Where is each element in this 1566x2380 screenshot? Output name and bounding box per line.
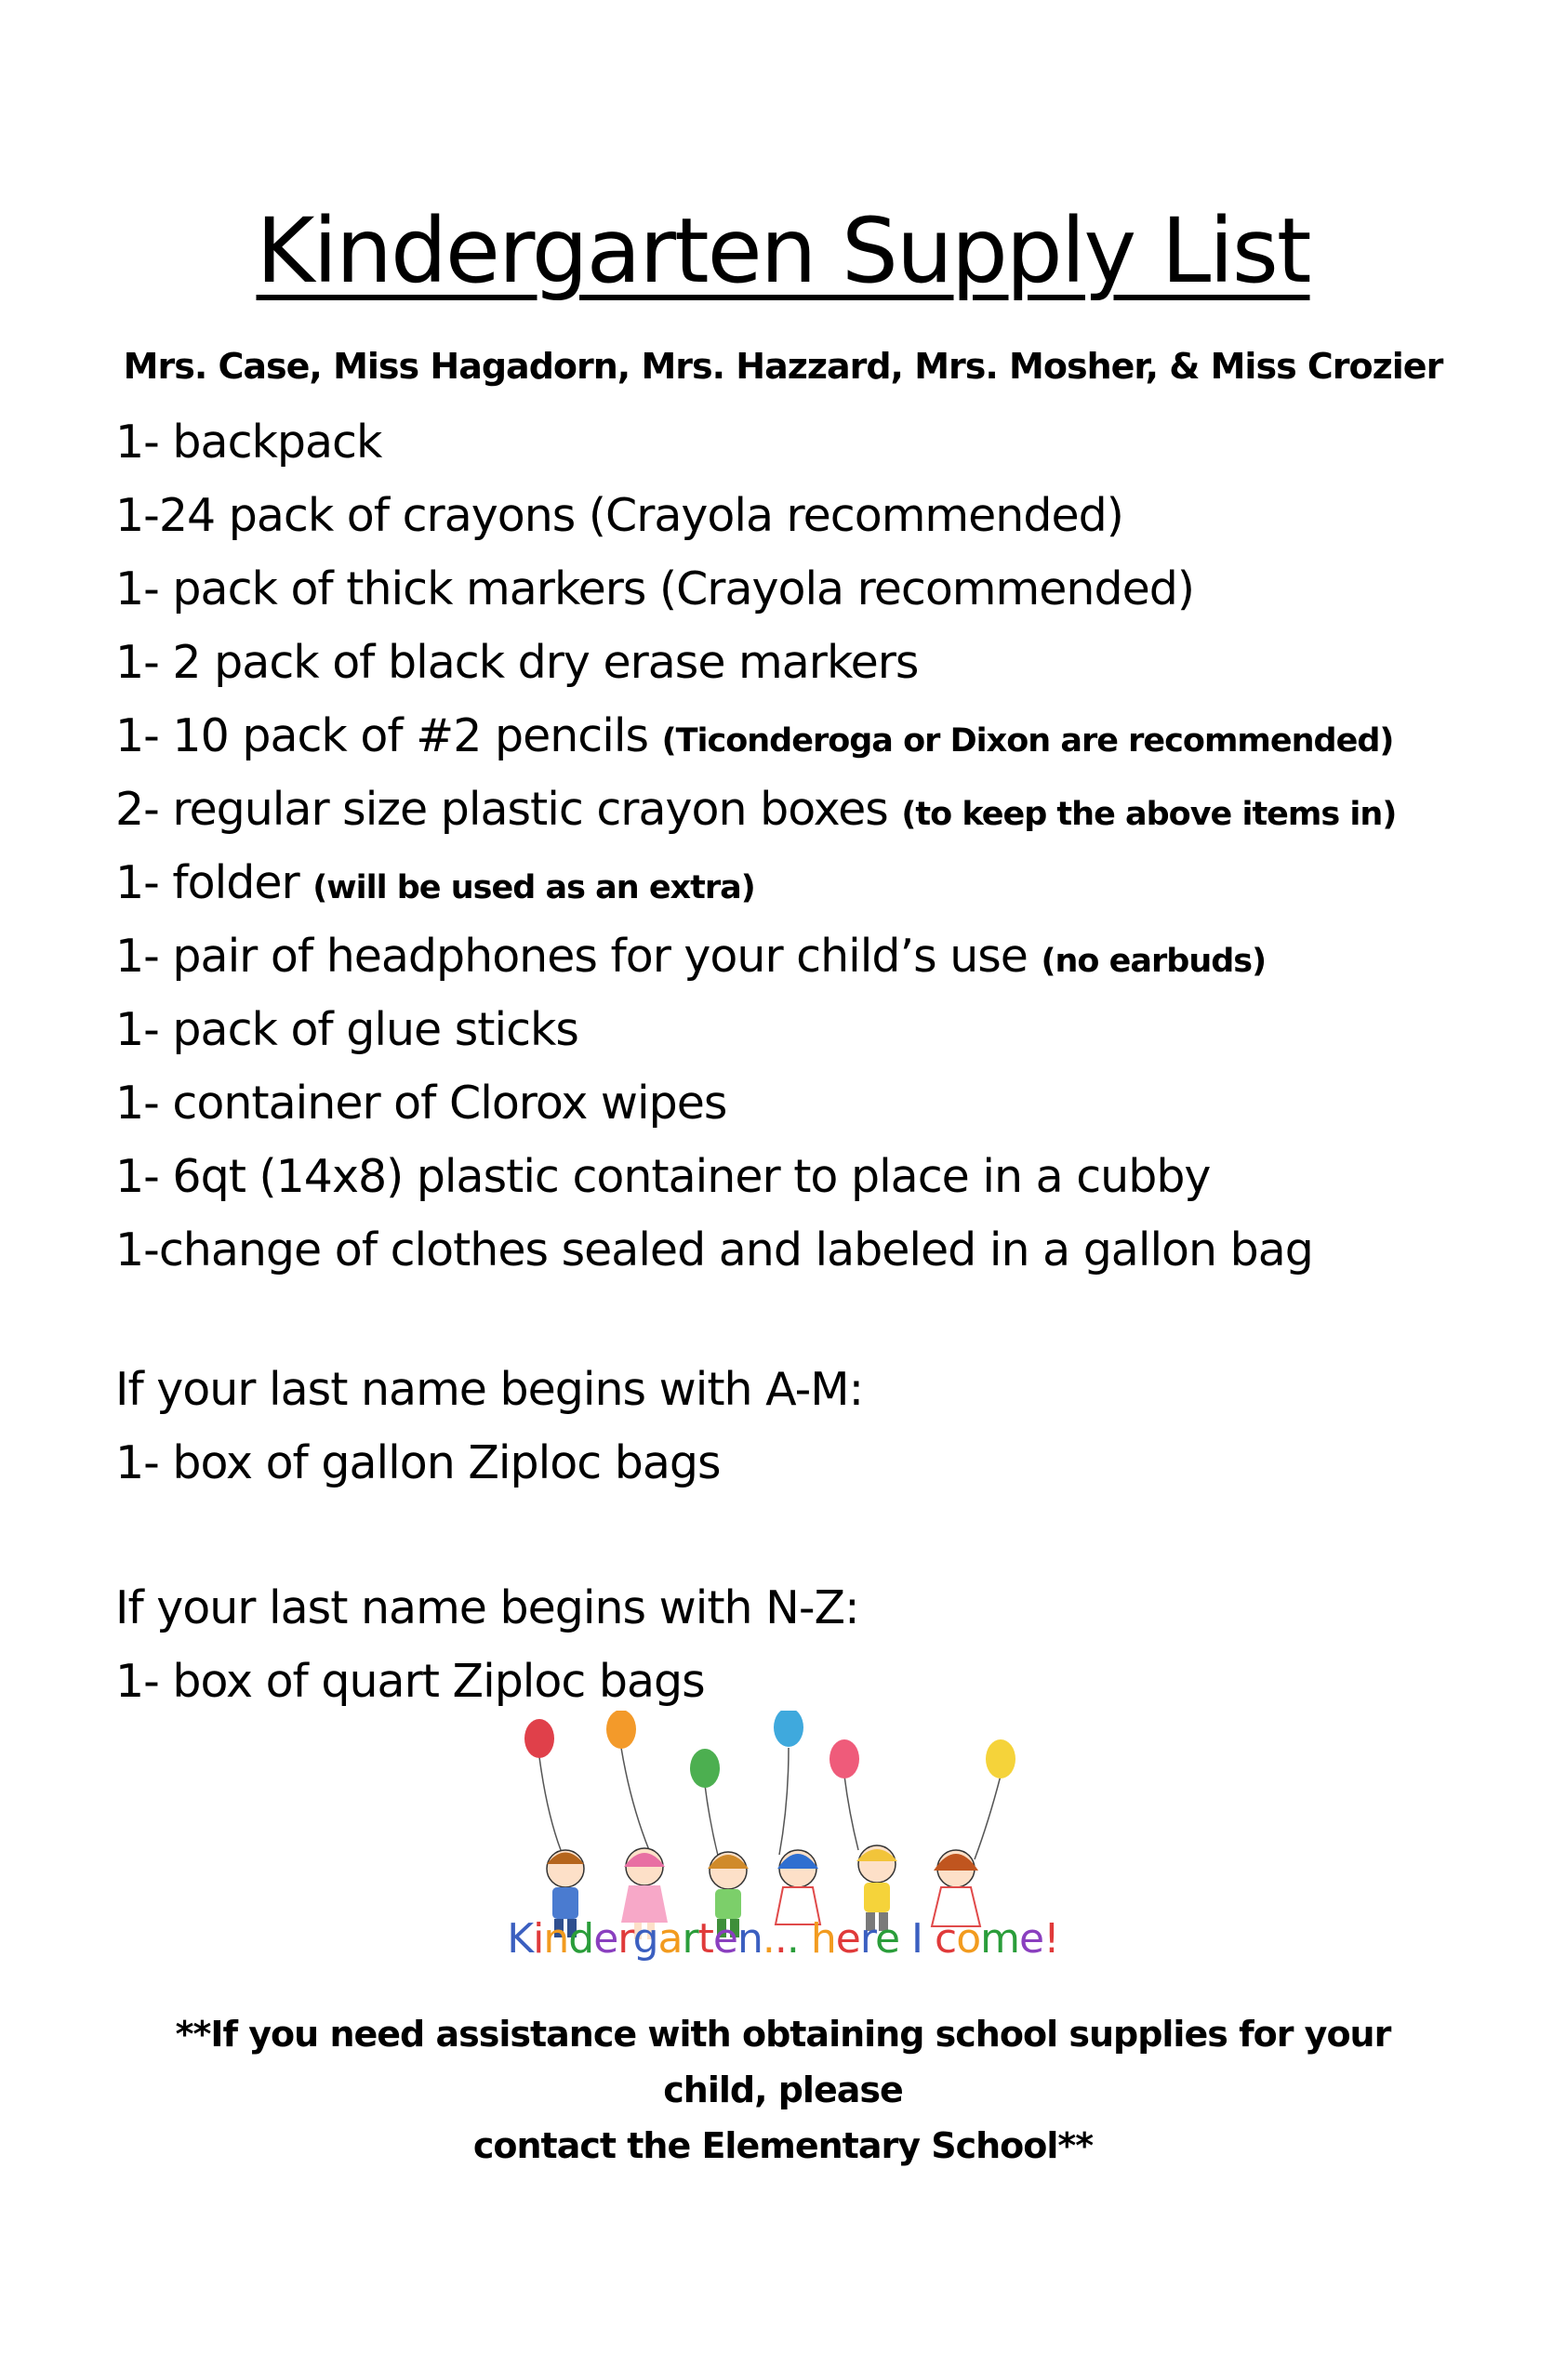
caption-letter: h (810, 1915, 836, 1963)
item-text: 2- regular size plastic crayon boxes (115, 783, 888, 836)
caption-letter: e (835, 1915, 860, 1963)
caption-letter: I (911, 1915, 922, 1963)
group-heading: If your last name begins with N-Z: (115, 1581, 859, 1634)
caption-letter: e (1019, 1915, 1044, 1963)
list-item (115, 405, 1492, 479)
item-text: 1- 2 pack of black dry erase markers (115, 636, 919, 689)
item-text: 1- folder (115, 856, 299, 909)
supply-list (115, 405, 1492, 1287)
item-note: (no earbuds) (1041, 943, 1267, 980)
item-text: 1- pack of glue sticks (115, 1003, 578, 1056)
list-item (115, 919, 1492, 993)
list-item (115, 1066, 1492, 1140)
list-item (115, 699, 1492, 773)
caption-letter: e (874, 1915, 900, 1963)
caption-letter: r (682, 1915, 698, 1963)
item-text: 1- backpack (115, 416, 382, 469)
caption-letter: e (593, 1915, 618, 1963)
item-text: 1- 10 pack of #2 pencils (115, 709, 648, 762)
item-text: 1- container of Clorox wipes (115, 1077, 727, 1130)
list-item (115, 1140, 1492, 1213)
list-item (115, 626, 1492, 699)
item-text: 1- pack of thick markers (Crayola recommended) (115, 562, 1194, 615)
caption-letter: o (956, 1915, 981, 1963)
group-n-z (115, 1571, 1492, 1718)
assistance-footer (130, 2006, 1436, 2174)
caption-letter: n (543, 1915, 569, 1963)
caption-letter: K (507, 1915, 534, 1963)
caption-letter: a (657, 1915, 683, 1963)
caption-letter: g (632, 1915, 658, 1963)
caption-letter: . (774, 1915, 787, 1963)
caption-letter: n (737, 1915, 763, 1963)
caption-letter: d (568, 1915, 594, 1963)
page-title-text: Kindergarten Supply List (256, 199, 1310, 303)
teacher-names: Mrs. Case, Miss Hagadorn, Mrs. Hazzard, Mrs. Mosher, & Miss Crozier (123, 346, 1443, 387)
list-item (115, 993, 1492, 1066)
caption-letter: . (786, 1915, 799, 1963)
item-note: (to keep the above items in) (901, 796, 1397, 833)
caption-letter: m (980, 1915, 1019, 1963)
pink-balloon (829, 1739, 859, 1778)
caption-letter: r (859, 1915, 875, 1963)
caption-letter (899, 1915, 911, 1963)
kindergarten-here-i-come-caption (0, 1915, 1566, 1963)
caption-letter: i (533, 1915, 544, 1963)
item-note: (Ticonderoga or Dixon are recommended) (661, 722, 1394, 760)
green-balloon (690, 1749, 720, 1788)
list-item (115, 773, 1492, 846)
footer-line-1: **If you need assistance with obtaining school supplies for your child, please (175, 2014, 1391, 2110)
page-title (0, 199, 1566, 303)
group-item: 1- box of gallon Ziploc bags (115, 1436, 721, 1489)
orange-balloon (606, 1711, 636, 1749)
group-item: 1- box of quart Ziploc bags (115, 1655, 705, 1708)
red-balloon (524, 1719, 554, 1758)
list-item (115, 479, 1492, 552)
item-text: 1-change of clothes sealed and labeled in a gallon bag (115, 1223, 1313, 1276)
footer-line-2: contact the Elementary School** (472, 2125, 1094, 2166)
caption-letter: ! (1043, 1915, 1059, 1963)
item-text: 1- 6qt (14x8) plastic container to place in a cubby (115, 1150, 1211, 1203)
caption-letter: e (712, 1915, 737, 1963)
yellow-balloon (986, 1739, 1015, 1778)
item-text: 1- pair of headphones for your child’s use (115, 930, 1028, 983)
caption-letter: t (697, 1915, 713, 1963)
list-item (115, 846, 1492, 919)
caption-letter (922, 1915, 935, 1963)
caption-letter (799, 1915, 811, 1963)
item-note: (will be used as an extra) (312, 869, 755, 906)
caption-letter: . (762, 1915, 775, 1963)
group-heading: If your last name begins with A-M: (115, 1363, 864, 1416)
list-item (115, 552, 1492, 626)
caption-letter: c (935, 1915, 957, 1963)
blue-balloon (774, 1711, 803, 1747)
item-text: 1-24 pack of crayons (Crayola recommended) (115, 489, 1123, 542)
group-a-m (115, 1353, 1492, 1500)
list-item (115, 1213, 1492, 1287)
caption-letter: r (617, 1915, 633, 1963)
